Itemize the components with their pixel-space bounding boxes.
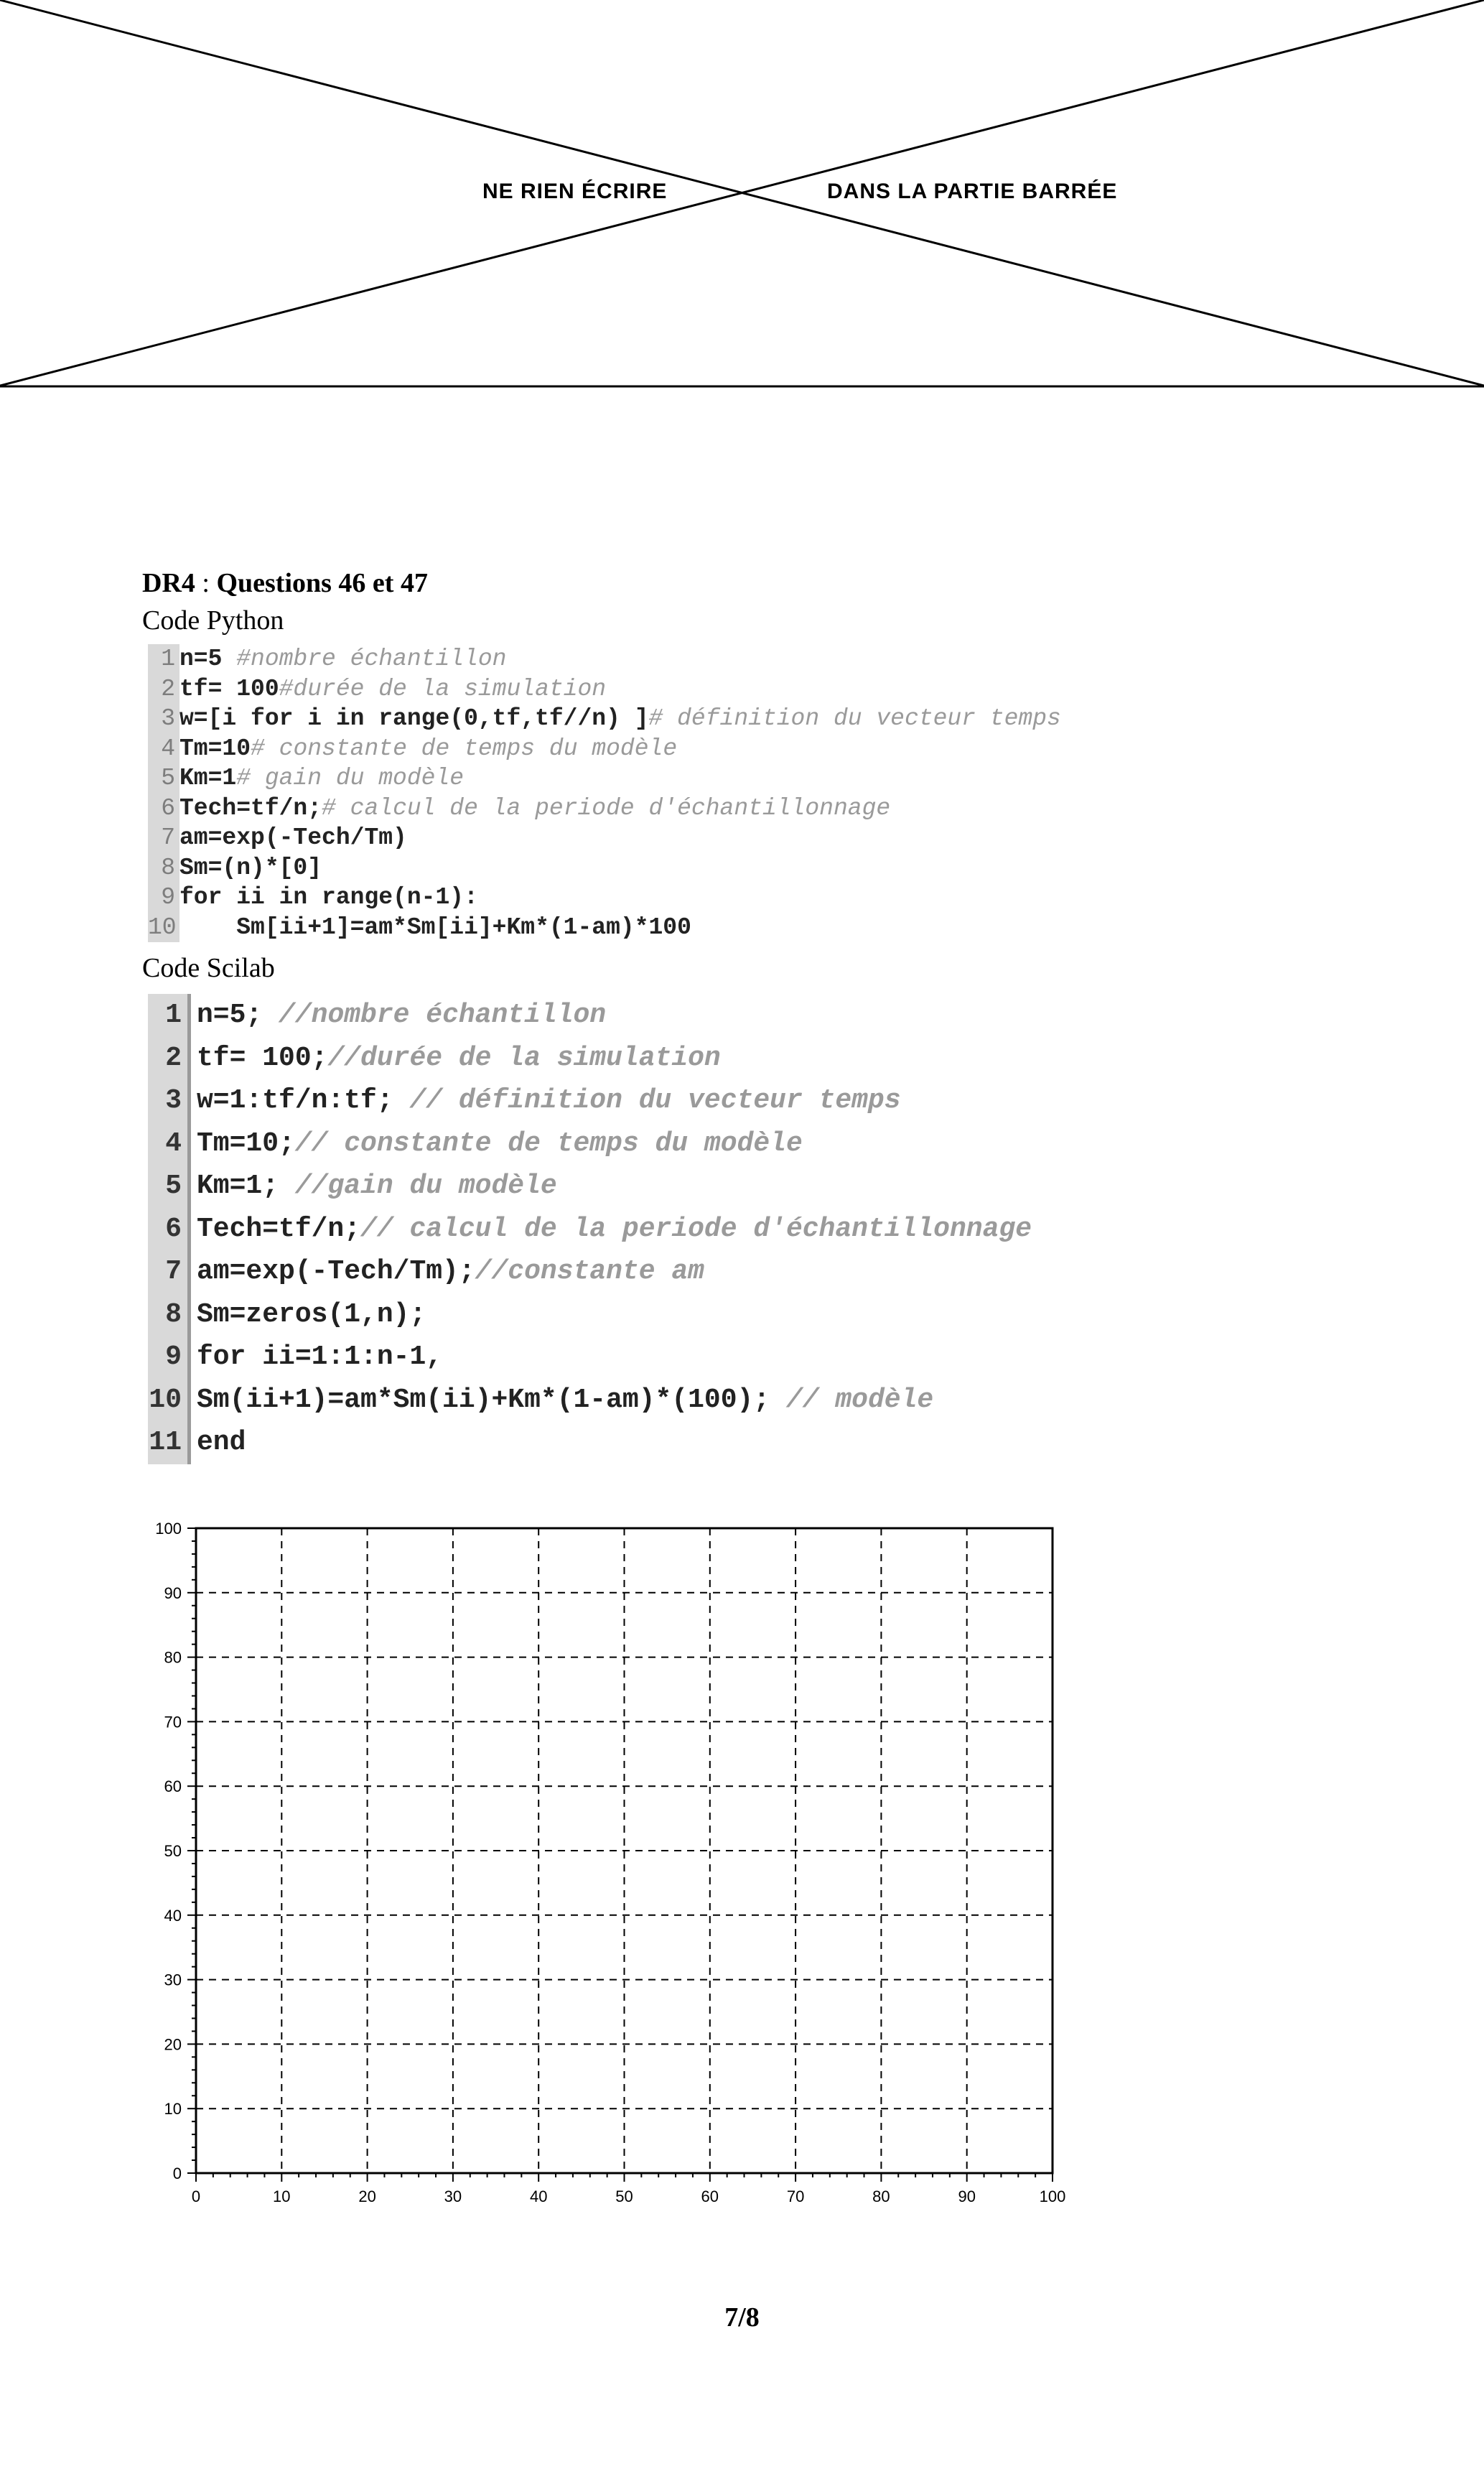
python-code-block: [148, 644, 1182, 942]
code-text: for ii in range(n-1):: [179, 884, 478, 911]
line-number: 8: [148, 1293, 191, 1336]
x-tick-label: 0: [191, 2187, 201, 2205]
y-tick-label: 20: [164, 2035, 182, 2054]
scilab-code-line: [148, 1208, 1196, 1251]
code-comment: // modèle: [785, 1384, 934, 1415]
code-comment: # gain du modèle: [236, 765, 465, 791]
code-text: w=1:tf/n:tf;: [197, 1085, 410, 1116]
crossed-zone-right-text: DANS LA PARTIE BARRÉE: [823, 180, 1121, 204]
x-tick-label: 40: [529, 2187, 548, 2205]
line-number: 4: [148, 1122, 191, 1166]
scilab-code-line: [148, 1122, 1196, 1166]
line-number: 7: [148, 823, 179, 853]
line-number: 1: [148, 994, 191, 1037]
line-number: 6: [148, 1208, 191, 1251]
line-number: 4: [148, 734, 179, 764]
x-tick-label: 10: [273, 2187, 291, 2205]
line-number: 7: [148, 1250, 191, 1293]
line-number: 9: [148, 883, 179, 913]
python-code-line: [148, 674, 1182, 704]
line-number: 5: [148, 763, 179, 794]
code-comment: //nombre échantillon: [279, 1000, 607, 1031]
line-number: 2: [148, 674, 179, 704]
line-number: 3: [148, 704, 179, 734]
answer-chart: [129, 1501, 1091, 2212]
code-text: w=[i for i in range(0,tf,tf//n) ]: [179, 705, 649, 732]
code-comment: #durée de la simulation: [279, 675, 607, 702]
python-code-line: [148, 763, 1182, 794]
x-tick-label: 60: [701, 2187, 719, 2205]
code-comment: # constante de temps du modèle: [251, 735, 678, 762]
scilab-code-line: [148, 994, 1196, 1037]
line-number: 5: [148, 1165, 191, 1208]
scilab-code-line: [148, 1293, 1196, 1336]
python-code-line: [148, 734, 1182, 764]
line-number: 1: [148, 644, 179, 674]
x-tick-label: 70: [786, 2187, 805, 2205]
code-comment: //durée de la simulation: [327, 1042, 721, 1074]
code-text: Km=1: [179, 765, 237, 791]
code-comment: // calcul de la periode d'échantillonnage: [360, 1213, 1032, 1245]
code-text: Tech=tf/n;: [179, 794, 322, 822]
python-code-line: [148, 913, 1182, 943]
code-text: n=5;: [197, 1000, 279, 1031]
code-comment: # calcul de la periode d'échantillonnage: [322, 794, 891, 822]
crossed-out-zone: [0, 0, 1484, 391]
y-tick-label: 90: [164, 1584, 182, 1602]
code-comment: //gain du modèle: [294, 1171, 557, 1201]
y-tick-label: 60: [164, 1777, 182, 1796]
code-text: Sm(ii+1)=am*Sm(ii)+Km*(1-am)*(100);: [197, 1384, 786, 1415]
code-text: Sm[ii+1]=am*Sm[ii]+Km*(1-am)*100: [179, 913, 691, 941]
code-text: tf= 100: [179, 675, 279, 702]
python-code-line: [148, 853, 1182, 883]
x-tick-label: 100: [1039, 2187, 1066, 2205]
code-text: for ii=1:1:n-1,: [197, 1341, 443, 1372]
heading-label: DR4: [142, 568, 195, 598]
line-number: 2: [148, 1037, 191, 1080]
scilab-code-line: [148, 1421, 1196, 1464]
scilab-code-line: [148, 1165, 1196, 1208]
scilab-code-label: Code Scilab: [142, 953, 275, 983]
heading-separator: :: [195, 568, 217, 598]
y-tick-label: 10: [164, 2100, 182, 2119]
y-tick-label: 50: [164, 1842, 182, 1860]
code-comment: # définition du vecteur temps: [648, 705, 1061, 732]
page-number: 7/8: [724, 2302, 760, 2333]
y-tick-label: 70: [164, 1713, 182, 1731]
python-code-line: [148, 794, 1182, 824]
code-text: Tech=tf/n;: [197, 1213, 361, 1245]
scilab-code-line: [148, 1037, 1196, 1080]
y-tick-label: 80: [164, 1648, 182, 1667]
section-heading: [142, 567, 428, 599]
code-text: am=exp(-Tech/Tm);: [197, 1256, 475, 1287]
code-text: Tm=10;: [197, 1127, 295, 1159]
x-tick-label: 90: [958, 2187, 976, 2205]
code-text: am=exp(-Tech/Tm): [179, 824, 407, 851]
y-tick-label: 100: [155, 1520, 182, 1538]
y-tick-label: 0: [172, 2164, 182, 2182]
python-code-line: [148, 883, 1182, 913]
line-number: 8: [148, 853, 179, 883]
code-text: n=5: [179, 646, 237, 672]
line-number: 6: [148, 794, 179, 824]
line-number: 10: [148, 913, 179, 943]
python-code-line: [148, 823, 1182, 853]
scilab-code-line: [148, 1079, 1196, 1122]
code-text: tf= 100;: [197, 1042, 328, 1074]
code-comment: // définition du vecteur temps: [409, 1085, 901, 1116]
code-text: Sm=(n)*[0]: [179, 854, 322, 881]
line-number: 3: [148, 1079, 191, 1122]
code-text: Km=1;: [197, 1171, 295, 1201]
scilab-code-line: [148, 1336, 1196, 1379]
python-code-line: [148, 704, 1182, 734]
x-tick-label: 50: [615, 2187, 633, 2205]
y-tick-label: 30: [164, 1971, 182, 1989]
scilab-code-block: [148, 994, 1196, 1464]
x-tick-label: 30: [444, 2187, 462, 2205]
code-text: Sm=zeros(1,n);: [197, 1298, 426, 1330]
python-code-line: [148, 644, 1182, 674]
crossed-zone-left-text: NE RIEN ÉCRIRE: [478, 180, 671, 204]
code-comment: // constante de temps du modèle: [294, 1127, 803, 1159]
line-number: 10: [148, 1379, 191, 1422]
code-text: Tm=10: [179, 735, 251, 762]
y-tick-label: 40: [164, 1906, 182, 1925]
code-comment: //constante am: [475, 1256, 704, 1287]
python-code-label: Code Python: [142, 605, 284, 636]
x-tick-label: 20: [358, 2187, 376, 2205]
code-text: end: [197, 1427, 246, 1458]
line-number: 9: [148, 1336, 191, 1379]
scilab-code-line: [148, 1379, 1196, 1422]
x-tick-label: 80: [872, 2187, 890, 2205]
heading-title: Questions 46 et 47: [216, 568, 428, 598]
line-number: 11: [148, 1421, 191, 1464]
code-comment: #nombre échantillon: [236, 646, 507, 672]
scilab-code-line: [148, 1250, 1196, 1293]
